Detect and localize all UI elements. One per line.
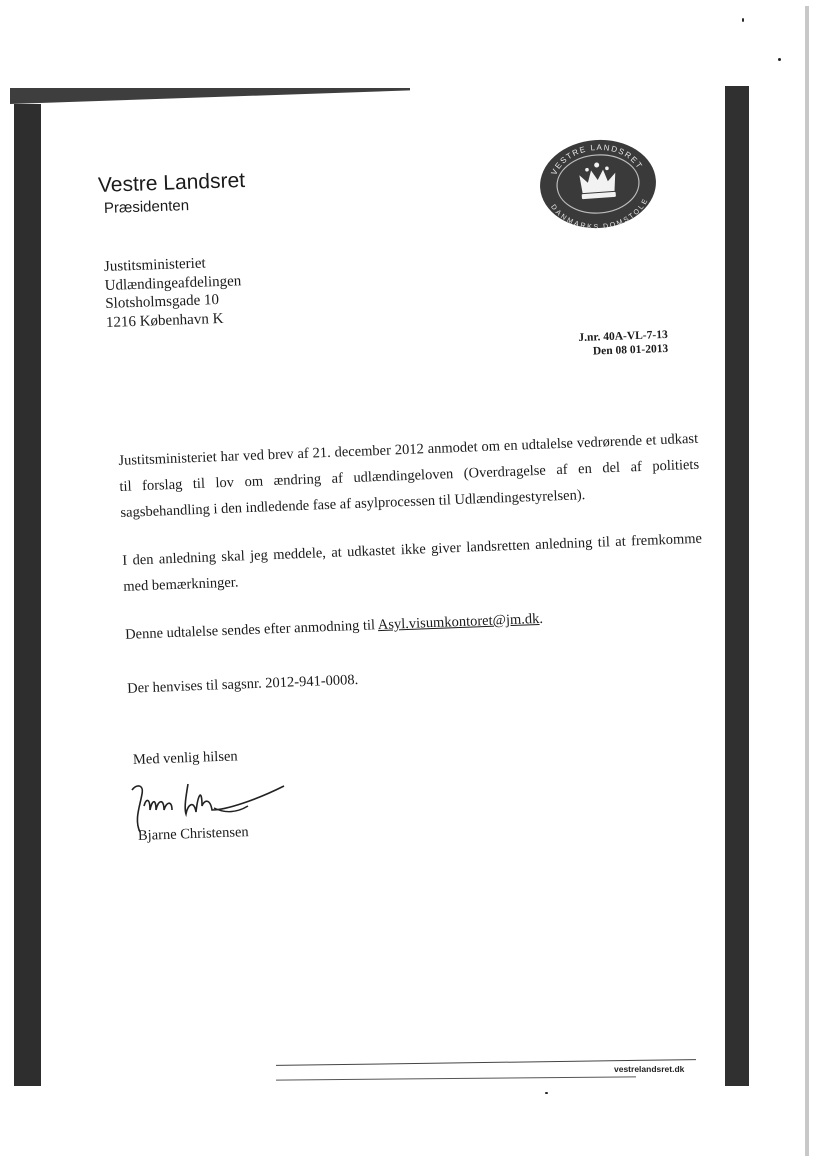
recipient-address [104, 253, 243, 332]
body-text: Denne udtalelse sendes efter anmodning til [124, 617, 376, 643]
letter-date: Den 08 01-2013 [592, 342, 669, 358]
body-paragraph: Der henvises til sagsnr. 2012-941-0008. [126, 671, 359, 697]
address-line: Udlændingeafdelingen [104, 272, 242, 294]
reference-block [548, 328, 669, 360]
signer-name: Bjarne Christensen [137, 824, 249, 844]
address-line: Slotsholmsgade 10 [105, 292, 220, 312]
court-name: Vestre Landsret [97, 168, 246, 197]
scan-speck [742, 18, 744, 22]
footer-website [614, 1064, 718, 1076]
scan-speck [778, 58, 781, 61]
scan-edge-right [805, 6, 809, 1156]
body-paragraph: Justitsministeriet har ved brev af 21. december 2012 anmodet om en udtalelse vedrørende et udkast til forslag til lov om ændring af udlændingeloven (Overdragelse af en del af politiets sagsbehandling i den indledende fase af asylprocessen til Udlændingestyrelsen). [118, 430, 700, 521]
scan-border-right [725, 86, 749, 1086]
address-line: 1216 København K [105, 310, 224, 331]
email-link[interactable]: Asyl.visumkontoret@jm.dk [377, 610, 540, 634]
journal-number: J.nr. 40A-VL-7-13 [578, 328, 668, 345]
court-department: Præsidenten [103, 197, 190, 217]
scan-border-left [14, 104, 41, 1086]
address-line: Justitsministeriet [103, 255, 206, 276]
body-text: . [539, 610, 544, 627]
seal-bottom-text: DANMARKS DOMSTOLE [549, 197, 650, 232]
body-paragraph [125, 600, 706, 648]
footer-rule [276, 1076, 636, 1080]
body-paragraph: I den anledning skal jeg meddele, at udkastet ikke giver landsretten anledning til at fremkomme med bemærkninger. [122, 530, 703, 595]
closing-greeting: Med venlig hilsen [132, 748, 238, 768]
letter-page [48, 0, 718, 1169]
court-seal [535, 134, 661, 234]
footer-website-text: vestrelandsret.dk [614, 1064, 685, 1074]
seal-top-text: VESTRE LANDSRET [549, 142, 645, 177]
letter-body [118, 426, 708, 724]
